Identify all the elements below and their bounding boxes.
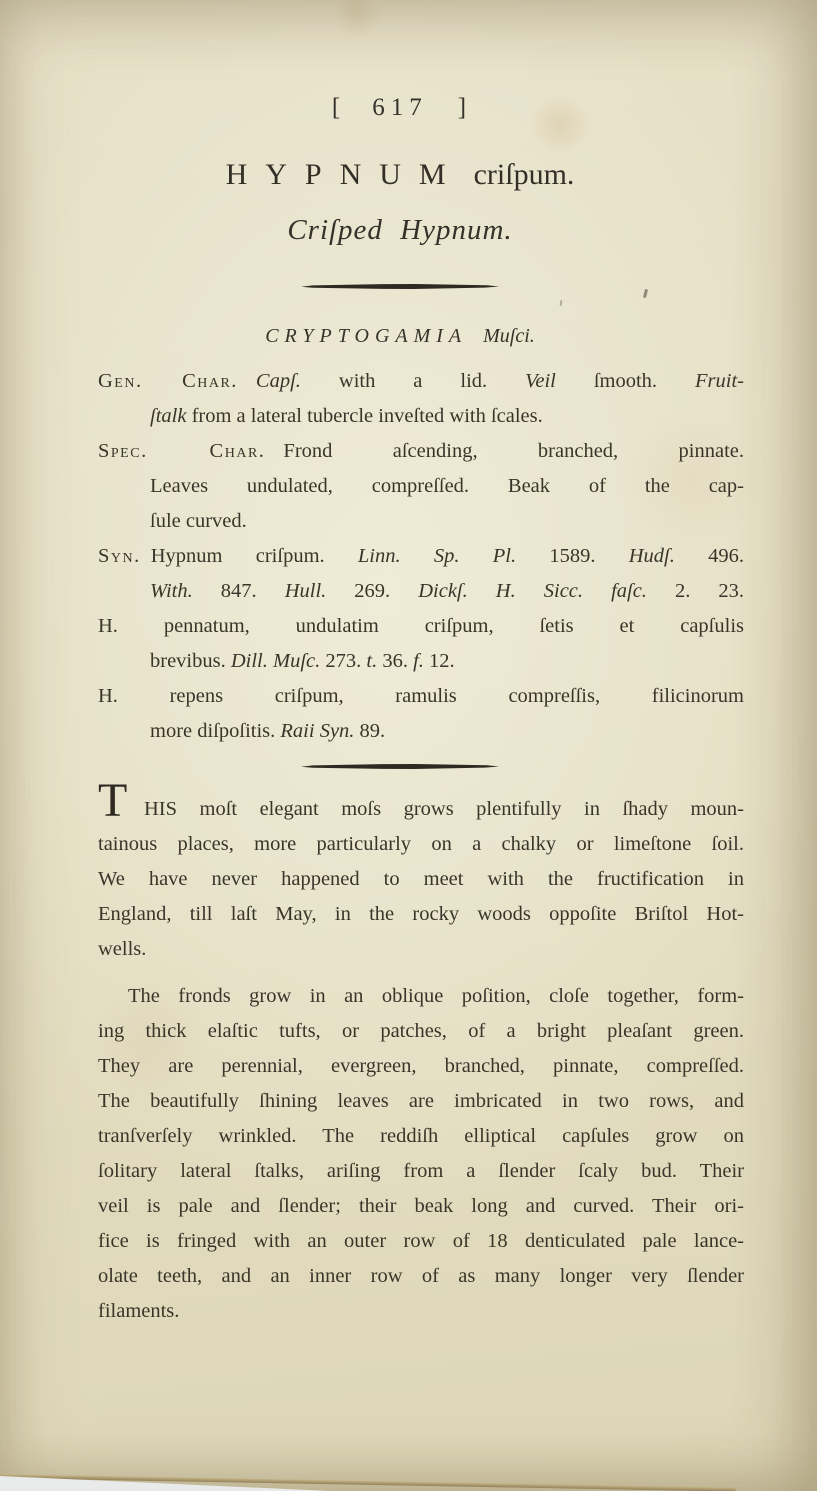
text-segment: England, till laſt May, in the rocky woods oppoſite Briſtol Hot-	[98, 903, 744, 925]
text-line	[98, 1049, 744, 1084]
text-segment: more diſpoſitis.	[150, 720, 281, 742]
text-line	[98, 792, 744, 827]
text-segment: ſmooth.	[555, 370, 696, 392]
text-line	[98, 897, 744, 932]
text-line	[98, 1189, 744, 1224]
text-segment: 496.	[674, 545, 745, 567]
text-segment: from a lateral tubercle inveſted with ſcales.	[186, 405, 543, 427]
text-segment: wells.	[98, 938, 147, 960]
rule-shape	[301, 764, 499, 769]
divider-rule-top	[0, 284, 800, 289]
class-tribe: Muſci.	[483, 325, 535, 347]
species-title	[0, 158, 800, 192]
text-segment: Gen. Char.	[98, 370, 238, 392]
text-segment: H. pennatum, undulatim criſpum, ſetis et capſulis	[98, 615, 744, 637]
text-line	[98, 827, 744, 862]
text-segment: with a lid.	[300, 370, 526, 392]
text-line	[98, 364, 744, 399]
initial-capital: T	[98, 774, 128, 827]
diagnosis-block	[98, 364, 744, 749]
text-segment: 2. 23.	[646, 580, 745, 602]
text-line	[98, 1154, 744, 1189]
text-line	[98, 504, 744, 539]
text-segment: Dickſ. H. Sicc. faſc.	[418, 580, 647, 602]
page-number	[0, 94, 800, 122]
text-line	[98, 609, 744, 644]
body-text	[98, 774, 744, 1329]
class-order: CRYPTOGAMIA	[265, 325, 468, 347]
text-line	[98, 1084, 744, 1119]
text-segment: 269.	[326, 580, 419, 602]
text-line	[98, 539, 744, 574]
text-segment: Dill. Muſc.	[230, 650, 321, 672]
text-line	[98, 714, 744, 749]
divider-rule-middle	[0, 764, 800, 769]
text-line	[98, 434, 744, 469]
text-segment: Hypnum criſpum.	[150, 545, 358, 567]
common-name: Criſped Hypnum.	[287, 214, 513, 246]
text-segment: We have never happened to meet with the fructification in	[98, 868, 744, 890]
text-segment: Hudſ.	[628, 545, 675, 567]
text-line	[98, 679, 744, 714]
text-segment: veil is pale and ſlender; their beak long and curved. Their ori-	[98, 1195, 744, 1217]
text-segment: ing thick elaſtic tufts, or patches, of a bright pleaſant green.	[98, 1020, 744, 1042]
text-segment: 847.	[192, 580, 285, 602]
text-segment: 1589.	[516, 545, 629, 567]
bracket-open: [	[331, 94, 343, 121]
text-segment: Veil	[525, 370, 556, 392]
text-segment: 12.	[423, 650, 455, 672]
text-line	[98, 644, 744, 679]
text-segment: Fruit-	[695, 370, 744, 392]
text-segment: filaments.	[98, 1300, 180, 1322]
text-segment: Leaves undulated, compreſſed. Beak of the cap-	[150, 475, 744, 497]
species-epithet: criſpum.	[473, 158, 575, 191]
text-segment: f.	[413, 650, 424, 672]
text-segment: 36.	[377, 650, 414, 672]
text-line	[98, 399, 744, 434]
text-segment: brevibus.	[150, 650, 231, 672]
text-segment: Capſ.	[255, 370, 301, 392]
text-line	[98, 1224, 744, 1259]
text-segment: 273.	[320, 650, 367, 672]
text-line	[98, 932, 744, 967]
rule-shape	[301, 284, 499, 289]
bracket-close: ]	[457, 94, 469, 121]
text-segment: Syn.	[98, 545, 141, 567]
text-line	[98, 1294, 744, 1329]
text-segment: The fronds grow in an oblique poſition, cloſe together, form-	[128, 985, 744, 1007]
text-segment: fice is fringed with an outer row of 18 denticulated pale lance-	[98, 1230, 744, 1252]
text-line	[98, 1119, 744, 1154]
paragraph-1	[98, 774, 744, 967]
text-segment: Raii Syn.	[280, 720, 355, 742]
text-segment: ſtalk	[150, 405, 187, 427]
text-segment: Hull.	[284, 580, 327, 602]
text-segment: olate teeth, and an inner row of as many longer very ſlender	[98, 1265, 744, 1287]
text-segment: ſule curved.	[150, 510, 247, 532]
text-segment: The beautifully ſhining leaves are imbricated in two rows, and	[98, 1090, 744, 1112]
text-line	[98, 1014, 744, 1049]
text-segment: HIS moſt elegant moſs grows plentifully in ſhady moun-	[144, 798, 744, 820]
text-segment: H. repens criſpum, ramulis compreſſis, filicinorum	[98, 685, 744, 707]
paragraph-2	[98, 979, 744, 1329]
text-segment: tainous places, more particularly on a chalky or limeſtone ſoil.	[98, 833, 744, 855]
text-line	[98, 862, 744, 897]
ink-speck	[560, 300, 563, 306]
text-line	[98, 1259, 744, 1294]
text-line	[98, 979, 744, 1014]
classification-line	[0, 325, 800, 348]
text-segment: They are perennial, evergreen, branched, pinnate, compreſſed.	[98, 1055, 744, 1077]
text-line	[98, 574, 744, 609]
text-segment: t.	[366, 650, 378, 672]
text-segment: Spec. Char.	[98, 440, 266, 462]
ink-speck	[643, 289, 648, 298]
text-segment: tranſverſely wrinkled. The reddiſh elliptical capſules grow on	[98, 1125, 744, 1147]
text-segment: 89.	[354, 720, 386, 742]
page-number-value: 617	[372, 94, 428, 121]
text-segment: Linn. Sp. Pl.	[357, 545, 517, 567]
text-line	[98, 469, 744, 504]
text-segment: Frond aſcending, branched, pinnate.	[283, 440, 744, 462]
text-segment: With.	[150, 580, 193, 602]
text-segment: ſolitary lateral ſtalks, ariſing from a ſlender ſcaly bud. Their	[98, 1160, 744, 1182]
genus-name: HYPNUM	[225, 158, 464, 191]
